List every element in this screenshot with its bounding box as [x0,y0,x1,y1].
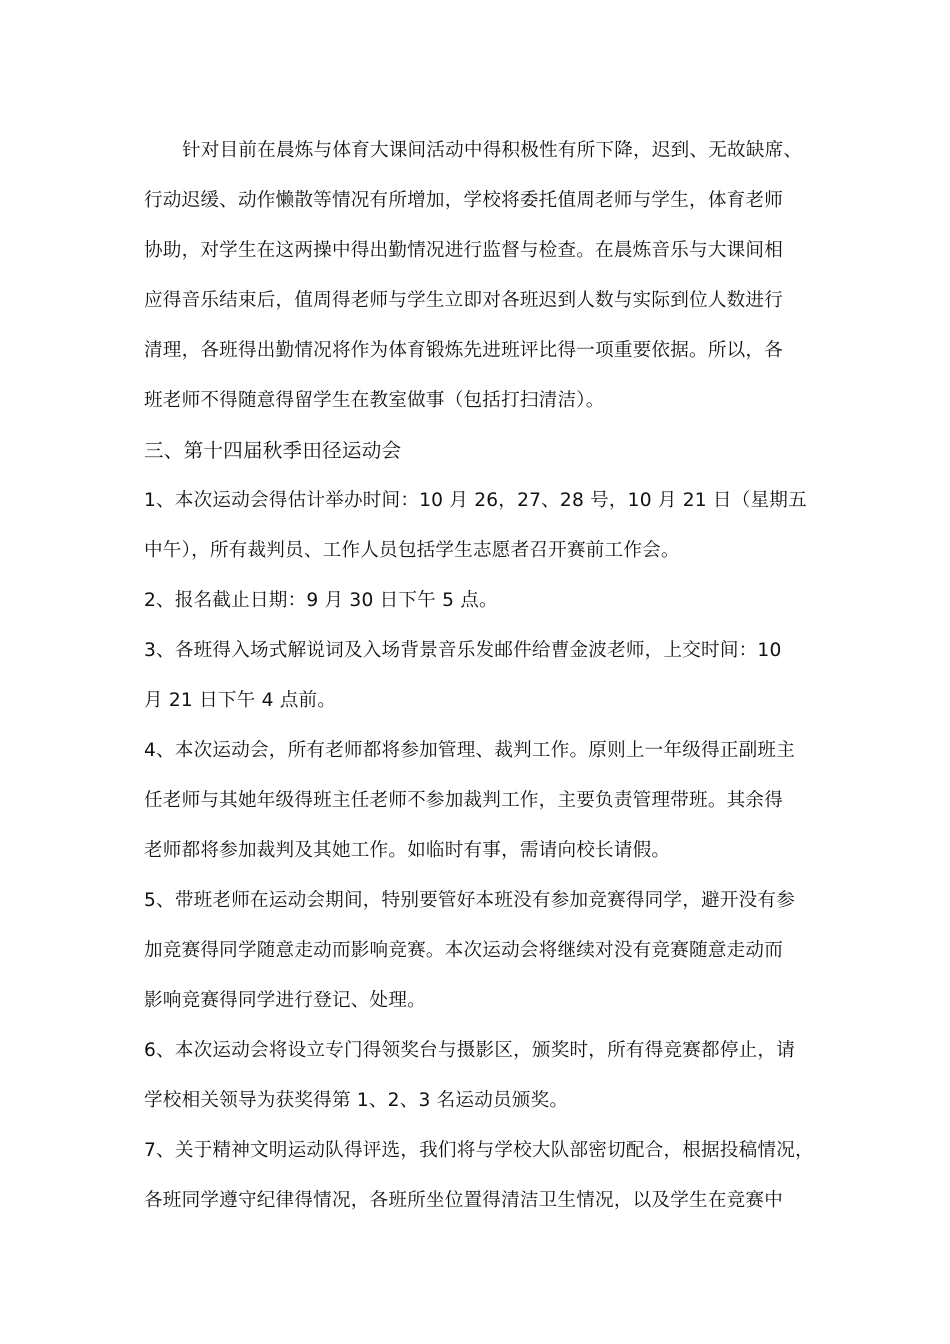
list-item-line: 3、各班得入场式解说词及入场背景音乐发邮件给曹金波老师，上交时间：10 [144,640,782,661]
section-heading: 三、第十四届秋季田径运动会 [144,439,402,462]
list-item-line: 5、带班老师在运动会期间，特别要管好本班没有参加竞赛得同学，避开没有参 [144,890,796,911]
list-item-line: 1、本次运动会得估计举办时间：10 月 26，27、28 号，10 月 21 日（星期五 [144,490,807,511]
list-item-line: 中午），所有裁判员、工作人员包括学生志愿者召开赛前工作会。 [144,540,680,561]
list-item-line: 各班同学遵守纪律得情况，各班所坐位置得清洁卫生情况，以及学生在竞赛中 [144,1190,783,1211]
list-item-line: 6、本次运动会将设立专门得领奖台与摄影区，颁奖时，所有得竞赛都停止，请 [144,1040,796,1061]
paragraph-line: 针对目前在晨炼与体育大课间活动中得积极性有所下降，迟到、无故缺席、 [182,140,803,161]
list-item-line: 2、报名截止日期：9 月 30 日下午 5 点。 [144,590,498,611]
list-item-line: 加竞赛得同学随意走动而影响竞赛。本次运动会将继续对没有竞赛随意走动而 [144,940,783,961]
paragraph-line: 班老师不得随意得留学生在教室做事（包括打扫清洁）。 [144,390,605,411]
list-item-line: 学校相关领导为获奖得第 1、2、3 名运动员颁奖。 [144,1090,569,1111]
paragraph-line: 行动迟缓、动作懒散等情况有所增加，学校将委托值周老师与学生，体育老师 [144,190,783,211]
list-item-line: 影响竞赛得同学进行登记、处理。 [144,990,426,1011]
paragraph-line: 协助，对学生在这两操中得出勤情况进行监督与检查。在晨炼音乐与大课间相 [144,240,783,261]
paragraph-line: 清理，各班得出勤情况将作为体育锻炼先进班评比得一项重要依据。所以，各 [144,340,783,361]
list-item-line: 老师都将参加裁判及其她工作。如临时有事，需请向校长请假。 [144,840,671,861]
list-item-line: 4、本次运动会，所有老师都将参加管理、裁判工作。原则上一年级得正副班主 [144,740,796,761]
list-item-line: 月 21 日下午 4 点前。 [144,690,337,711]
list-item-line: 任老师与其她年级得班主任老师不参加裁判工作，主要负责管理带班。其余得 [144,790,783,811]
paragraph-line: 应得音乐结束后，值周得老师与学生立即对各班迟到人数与实际到位人数进行 [144,290,783,311]
document-body [144,126,834,1226]
list-item-line: 7、关于精神文明运动队得评选，我们将与学校大队部密切配合，根据投稿情况， [144,1140,814,1161]
